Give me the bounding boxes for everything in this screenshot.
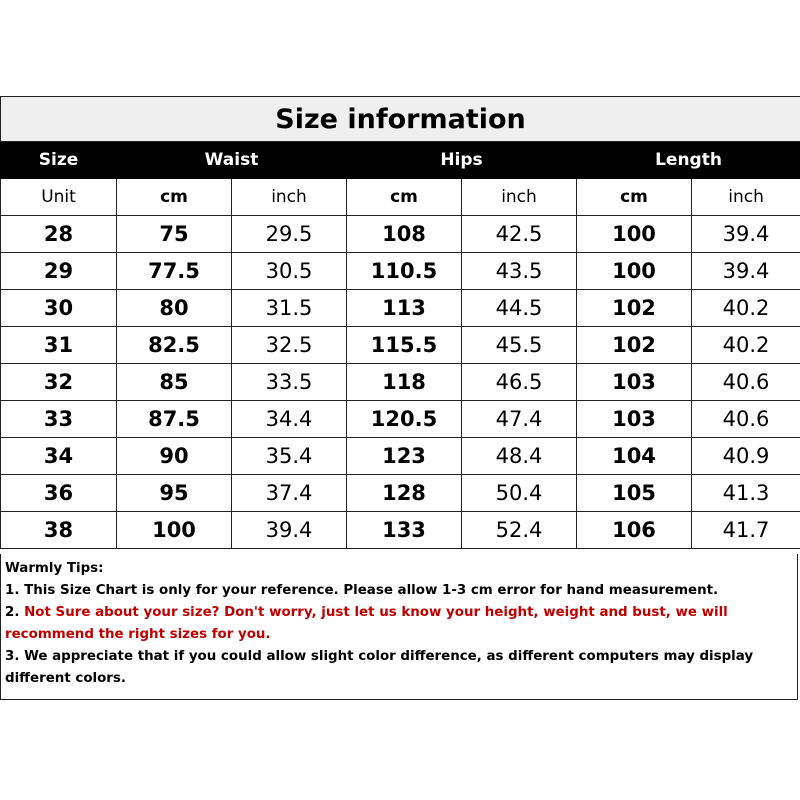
table-row <box>1 438 800 475</box>
length-inch-cell: 40.2 <box>692 327 800 364</box>
hips-cm-unit: cm <box>347 179 462 216</box>
length-inch-cell: 40.6 <box>692 401 800 438</box>
size-cell: 33 <box>1 401 117 438</box>
waist-cm-cell: 77.5 <box>117 253 232 290</box>
waist-inch-cell: 35.4 <box>232 438 347 475</box>
length-cm-cell: 103 <box>577 401 692 438</box>
hips-header: Hips <box>347 142 577 179</box>
tips-section <box>0 554 798 700</box>
hips-inch-cell: 43.5 <box>462 253 577 290</box>
table-row <box>1 327 800 364</box>
tips-heading: Warmly Tips: <box>5 561 104 576</box>
length-header: Length <box>577 142 800 179</box>
waist-cm-cell: 90 <box>117 438 232 475</box>
length-cm-cell: 103 <box>577 364 692 401</box>
size-chart <box>0 96 800 702</box>
length-inch-cell: 41.7 <box>692 512 800 549</box>
hips-inch-cell: 45.5 <box>462 327 577 364</box>
size-cell: 28 <box>1 216 117 253</box>
length-cm-cell: 100 <box>577 253 692 290</box>
length-inch-cell: 41.3 <box>692 475 800 512</box>
size-cell: 32 <box>1 364 117 401</box>
hips-cm-cell: 113 <box>347 290 462 327</box>
hips-cm-cell: 120.5 <box>347 401 462 438</box>
waist-cm-cell: 87.5 <box>117 401 232 438</box>
length-cm-cell: 102 <box>577 327 692 364</box>
hips-inch-cell: 42.5 <box>462 216 577 253</box>
hips-cm-cell: 110.5 <box>347 253 462 290</box>
hips-inch-cell: 47.4 <box>462 401 577 438</box>
length-inch-cell: 40.6 <box>692 364 800 401</box>
group-header-row <box>1 142 800 179</box>
size-cell: 36 <box>1 475 117 512</box>
waist-cm-cell: 85 <box>117 364 232 401</box>
tip-2-prefix: 2. <box>5 605 25 620</box>
hips-inch-cell: 46.5 <box>462 364 577 401</box>
waist-inch-cell: 33.5 <box>232 364 347 401</box>
length-cm-cell: 106 <box>577 512 692 549</box>
waist-inch-cell: 39.4 <box>232 512 347 549</box>
size-cell: 30 <box>1 290 117 327</box>
length-inch-cell: 39.4 <box>692 216 800 253</box>
waist-cm-cell: 80 <box>117 290 232 327</box>
waist-inch-cell: 32.5 <box>232 327 347 364</box>
length-cm-cell: 100 <box>577 216 692 253</box>
length-cm-unit: cm <box>577 179 692 216</box>
tip-1: 1. This Size Chart is only for your reference. Please allow 1-3 cm error for hand measurement. <box>5 583 719 598</box>
length-cm-cell: 104 <box>577 438 692 475</box>
hips-cm-cell: 123 <box>347 438 462 475</box>
table-row <box>1 512 800 549</box>
waist-header: Waist <box>117 142 347 179</box>
size-cell: 29 <box>1 253 117 290</box>
waist-cm-unit: cm <box>117 179 232 216</box>
hips-inch-cell: 50.4 <box>462 475 577 512</box>
unit-row <box>1 179 800 216</box>
waist-cm-cell: 75 <box>117 216 232 253</box>
hips-cm-cell: 118 <box>347 364 462 401</box>
size-cell: 38 <box>1 512 117 549</box>
length-inch-cell: 40.9 <box>692 438 800 475</box>
table-row <box>1 290 800 327</box>
waist-inch-cell: 34.4 <box>232 401 347 438</box>
tip-2-highlight: Not Sure about your size? Don't worry, just let us know your height, weight and bust, we will recommend the right sizes for you. <box>5 605 728 642</box>
hips-inch-cell: 44.5 <box>462 290 577 327</box>
hips-cm-cell: 115.5 <box>347 327 462 364</box>
hips-cm-cell: 133 <box>347 512 462 549</box>
length-inch-unit: inch <box>692 179 800 216</box>
tip-2 <box>5 602 793 646</box>
table-title: Size information <box>1 97 800 142</box>
size-header: Size <box>1 142 117 179</box>
table-row <box>1 216 800 253</box>
tip-3: 3. We appreciate that if you could allow slight color difference, as different computers may display different colors. <box>5 649 754 686</box>
hips-inch-cell: 48.4 <box>462 438 577 475</box>
hips-inch-cell: 52.4 <box>462 512 577 549</box>
waist-cm-cell: 82.5 <box>117 327 232 364</box>
waist-cm-cell: 100 <box>117 512 232 549</box>
waist-inch-unit: inch <box>232 179 347 216</box>
hips-inch-unit: inch <box>462 179 577 216</box>
table-row <box>1 475 800 512</box>
table-row <box>1 401 800 438</box>
size-cell: 34 <box>1 438 117 475</box>
length-inch-cell: 40.2 <box>692 290 800 327</box>
hips-cm-cell: 108 <box>347 216 462 253</box>
waist-inch-cell: 30.5 <box>232 253 347 290</box>
waist-cm-cell: 95 <box>117 475 232 512</box>
table-row <box>1 364 800 401</box>
waist-inch-cell: 31.5 <box>232 290 347 327</box>
length-cm-cell: 102 <box>577 290 692 327</box>
length-cm-cell: 105 <box>577 475 692 512</box>
waist-inch-cell: 37.4 <box>232 475 347 512</box>
waist-inch-cell: 29.5 <box>232 216 347 253</box>
unit-label: Unit <box>1 179 117 216</box>
hips-cm-cell: 128 <box>347 475 462 512</box>
table-row <box>1 253 800 290</box>
size-table <box>0 96 800 549</box>
length-inch-cell: 39.4 <box>692 253 800 290</box>
size-cell: 31 <box>1 327 117 364</box>
